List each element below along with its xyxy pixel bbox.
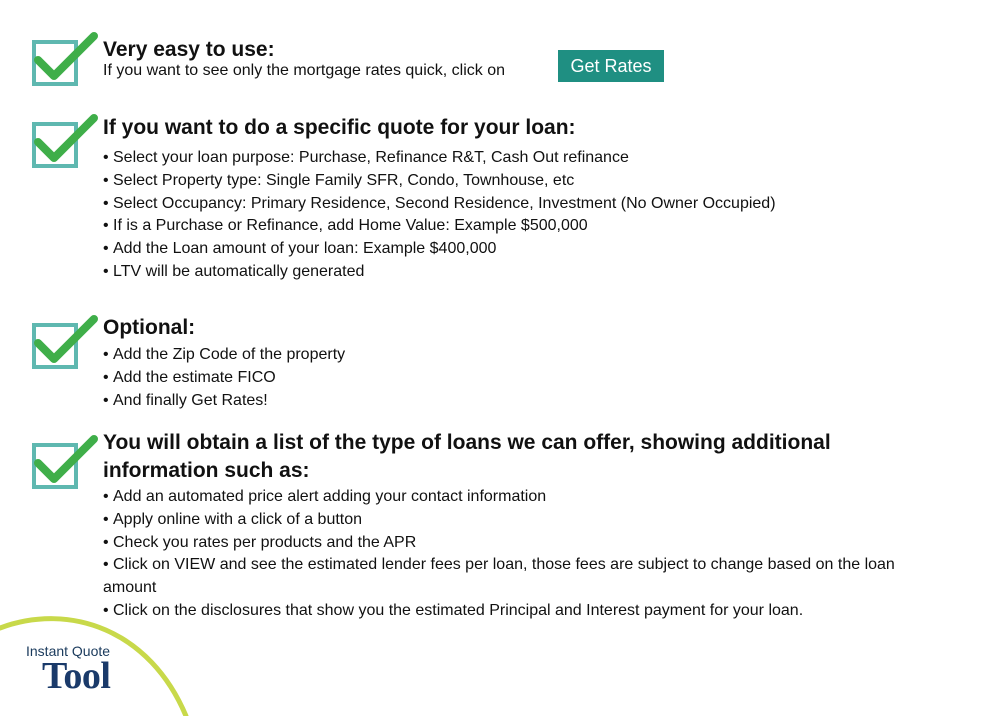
bullet-list <box>103 344 345 412</box>
checked-box-icon <box>32 323 78 369</box>
section-heading: Optional: <box>103 316 196 339</box>
checked-box-icon <box>32 122 78 168</box>
section-heading-continued: information such as: <box>103 459 310 482</box>
section-heading: If you want to do a specific quote for your loan: <box>103 116 576 139</box>
list-item: • Check you rates per products and the APR <box>103 533 417 551</box>
list-item: • Select your loan purpose: Purchase, Refinance R&T, Cash Out refinance <box>103 149 629 166</box>
list-item: • Click on the disclosures that show you the estimated Principal and Interest payment for your loan. <box>103 601 804 619</box>
section-heading: You will obtain a list of the type of loans we can offer, showing additional <box>103 431 831 454</box>
list-item: • And finally Get Rates! <box>103 391 268 409</box>
list-item: • Add the Zip Code of the property <box>103 346 346 363</box>
list-item: • Apply online with a click of a button <box>103 510 363 528</box>
list-item: • Add an automated price alert adding your contact information <box>103 488 547 505</box>
checked-box-icon <box>32 443 78 489</box>
list-item: • If is a Purchase or Refinance, add Home Value: Example $500,000 <box>103 217 588 235</box>
list-item: • LTV will be automatically generated <box>103 262 365 280</box>
section-text: If you want to see only the mortgage rates quick, click on <box>103 62 505 79</box>
logo-small-text: Instant Quote <box>26 643 111 659</box>
logo-big-text: Tool <box>42 655 111 697</box>
bullet-list <box>103 486 943 623</box>
get-rates-button[interactable]: Get Rates <box>558 50 664 82</box>
checked-box-icon <box>32 40 78 86</box>
list-item: • Add the estimate FICO <box>103 368 276 386</box>
list-item: • Select Property type: Single Family SFR, Condo, Townhouse, etc <box>103 171 575 189</box>
section-heading: Very easy to use: <box>103 38 275 61</box>
list-item: • Select Occupancy: Primary Residence, Second Residence, Investment (No Owner Occupied) <box>103 194 776 212</box>
list-item: • Click on VIEW and see the estimated lender fees per loan, those fees are subject to change based on the loan amount <box>103 556 895 597</box>
bullet-list <box>103 147 776 284</box>
list-item: • Add the Loan amount of your loan: Example $400,000 <box>103 240 497 258</box>
